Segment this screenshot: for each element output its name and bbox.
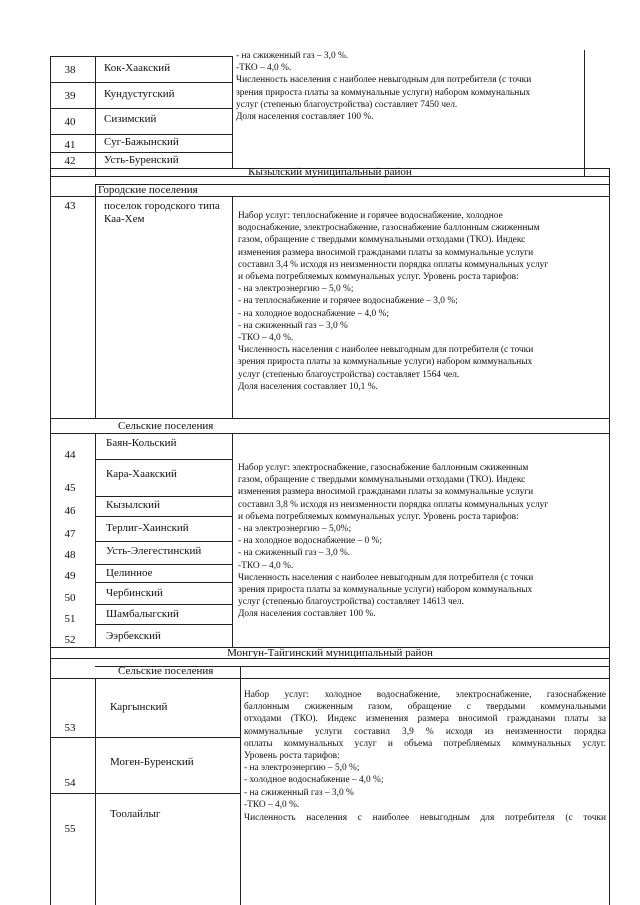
top-block-text: - на сжиженный газ – 3,0 %. -ТКО – 4,0 %. Численность населения с наиболее невыгодным для потребителя (с точки зрения прироста платы за коммунальные услуги) набором коммунальных услуг (степенью благоустройства) составляет 7450 чел. Доля населения составляет 100 %. — [236, 51, 532, 123]
settlement-name: Ээрбекский — [106, 630, 161, 642]
row-number: 52 — [64, 634, 76, 646]
settlement-name: Сизимский — [104, 113, 157, 125]
table-border-right — [584, 50, 585, 176]
settlement-name: Целинное — [106, 567, 153, 579]
row-number: 49 — [64, 570, 76, 582]
row-number: 47 — [64, 528, 76, 540]
settlement-name: Баян-Кольский — [106, 437, 177, 449]
row-number: 50 — [64, 592, 76, 604]
settlement-name: Усть-Буренский — [104, 154, 179, 166]
settlement-name: Моген-Буренский — [110, 756, 194, 768]
district-header: Монгун-Тайгинский муниципальный район — [227, 647, 433, 659]
row-number: 45 — [64, 482, 76, 494]
settlement-name: Чербинский — [106, 587, 163, 599]
table-border-right — [609, 168, 610, 905]
rural-services-text: Набор услуг: электроснабжение, газоснабжение баллонным сжиженным газом, обращение с твердыми коммунальными отходами (ТКО). Индекс изменения размера вносимой гражданами платы за коммунальные услуги составил 3,8 % исходя из неизменности порядка оплаты коммунальных услуг и объема потребляемых коммунальных услуг. Уровень роста тарифов: - на электроэнергию – 5,0%; - на холодное водоснабжение – 0 %; - на сжиженный газ – 3,0 %. -ТКО – 4,0 %. Численность населения с наиболее невыгодным для потребителя (с точки зрения прироста платы за коммунальные услуги) набором коммунальных услуг (степенью благоустройства) составляет 14613 чел. Доля населения составляет 100 %. — [238, 463, 549, 620]
section-header: Городские поселения — [98, 184, 198, 196]
col-divider — [232, 56, 233, 168]
settlement-name: Кызылский — [106, 499, 160, 511]
urban-services-text: Набор услуг: теплоснабжение и горячее водоснабжение, холодное водоснабжение, электроснабжение, газоснабжение баллонным сжиженным газом, обращение с твердыми коммунальными отходами (ТКО). Индекс изменения размера вносимой гражданами платы за коммунальные услуги составил 3,4 % исходя из неизменности порядка оплаты коммунальных услуг и объема потребляемых коммунальных услуг. Уровень роста тарифов: - на электроэнергию – 5,0 %; - на теплоснабжение и горячее водоснабжение – 3,0 %; - на холодное водоснабжение – 4,0 %; - на сжиженный газ – 3,0 % -ТКО – 4,0 %. Численность населения с наиболее невыгодным для потребителя (с точки зрения прироста платы за коммунальные услуги) набором коммунальных услуг (степенью благоустройства) составляет 1564 чел. Доля населения составляет 10,1 %. — [238, 211, 549, 392]
row-number: 53 — [64, 722, 76, 734]
section-header: Сельские поселения — [118, 420, 214, 432]
mongun-tariffs-text: Уровень роста тарифов: - на электроэнергию – 5,0 %; - холодное водоснабжение – 4,0 %; - на сжиженный газ – 3,0 % -ТКО – 4,0 %. — [244, 751, 384, 810]
col-divider — [232, 433, 233, 647]
col-divider — [95, 678, 96, 905]
row-number: 55 — [64, 823, 76, 835]
row-number: 41 — [64, 139, 76, 151]
settlement-name: Кара-Хаакский — [106, 468, 177, 480]
row-number: 43 — [64, 200, 76, 212]
settlement-name: Суг-Бажынский — [104, 136, 179, 148]
mongun-population-text: Численность населения с наиболее невыгодным для потребителя (с точки — [244, 813, 606, 823]
col-divider — [95, 184, 96, 418]
row-number: 38 — [64, 64, 76, 76]
col-divider — [95, 433, 96, 647]
row-number: 40 — [64, 116, 76, 128]
mongun-services-text: Набор услуг: холодное водоснабжение, электроснабжение, газоснабжение баллонным сжиженным газом, обращение с твердыми коммунальными отходами (ТКО). Индекс изменения размера вносимой гражданами платы за коммунальные услуги составил 3,9 % исходя из неизменности порядка оплаты коммунальных услуг и объема потребляемых коммунальных услуг. — [244, 690, 606, 749]
settlement-name: Кундустугский — [104, 88, 175, 100]
col-divider — [95, 56, 96, 176]
row-number: 42 — [64, 155, 76, 167]
row-number: 46 — [64, 505, 76, 517]
row-number: 39 — [64, 90, 76, 102]
col-divider — [240, 666, 241, 905]
section-header: Сельские поселения — [118, 665, 214, 677]
col-divider — [232, 196, 233, 418]
settlement-name: Терлиг-Хаинский — [106, 522, 189, 534]
settlement-name: Тоолайлыг — [110, 808, 161, 820]
settlement-name: Каа-Хем — [104, 213, 145, 225]
row-number: 54 — [64, 777, 76, 789]
settlement-name: Усть-Элегестинский — [106, 545, 202, 557]
row-number: 48 — [64, 549, 76, 561]
settlement-name: Кок-Хаакский — [104, 62, 171, 74]
row-number: 44 — [64, 449, 76, 461]
row-number: 51 — [64, 613, 76, 625]
settlement-name: Каргынский — [110, 701, 168, 713]
district-header: Кызылский муниципальный район — [248, 166, 412, 178]
settlement-name: поселок городского типа — [104, 200, 220, 212]
settlement-name: Шамбалыгский — [106, 608, 179, 620]
